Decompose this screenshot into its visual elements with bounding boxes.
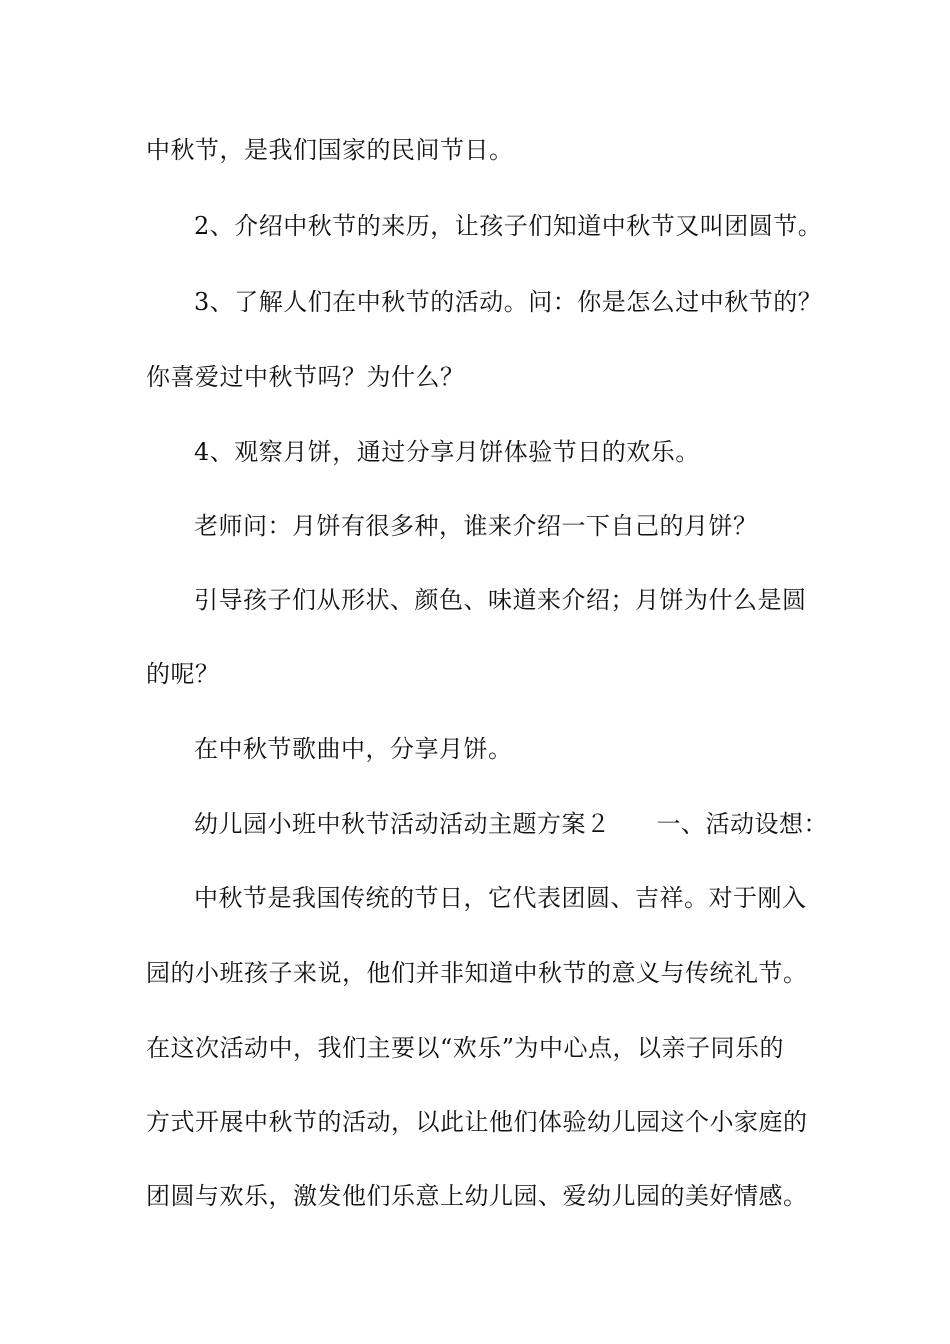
paragraph-line: 团圆与欢乐，激发他们乐意上幼儿园、爱幼儿园的美好情感。 — [146, 1182, 808, 1210]
section-title: 幼儿园小班中秋节活动活动主题方案２ — [194, 810, 611, 838]
section-heading-line — [194, 808, 828, 840]
section-subheading: 一、活动设想： — [656, 810, 828, 838]
text-line: 在中秋节歌曲中，分享月饼。 — [194, 735, 513, 763]
paragraph-line: 方式开展中秋节的活动，以此让他们体验幼儿园这个小家庭的 — [146, 1108, 808, 1136]
text-line: 老师问：月饼有很多种，谁来介绍一下自己的月饼？ — [194, 512, 758, 540]
paragraph-line: 中秋节是我国传统的节日，它代表团圆、吉祥。对于刚入 — [194, 884, 807, 912]
text-line: 的呢？ — [146, 660, 220, 688]
paragraph-line: 园的小班孩子来说，他们并非知道中秋节的意义与传统礼节。 — [146, 959, 808, 987]
text-line: 引导孩子们从形状、颜色、味道来介绍；月饼为什么是圆 — [194, 586, 807, 614]
text-line: 2、介绍中秋节的来历，让孩子们知道中秋节又叫团圆节。 — [194, 212, 823, 240]
text-line: 中秋节，是我们国家的民间节日。 — [146, 136, 514, 164]
text-line: 你喜爱过中秋节吗？为什么？ — [146, 363, 465, 391]
text-line: 4、观察月饼，通过分享月饼体验节日的欢乐。 — [194, 438, 700, 466]
text-line: 3、了解人们在中秋节的活动。问：你是怎么过中秋节的？ — [194, 288, 823, 316]
paragraph-line: 在这次活动中，我们主要以“欢乐”为中心点，以亲子同乐的 — [146, 1034, 785, 1062]
